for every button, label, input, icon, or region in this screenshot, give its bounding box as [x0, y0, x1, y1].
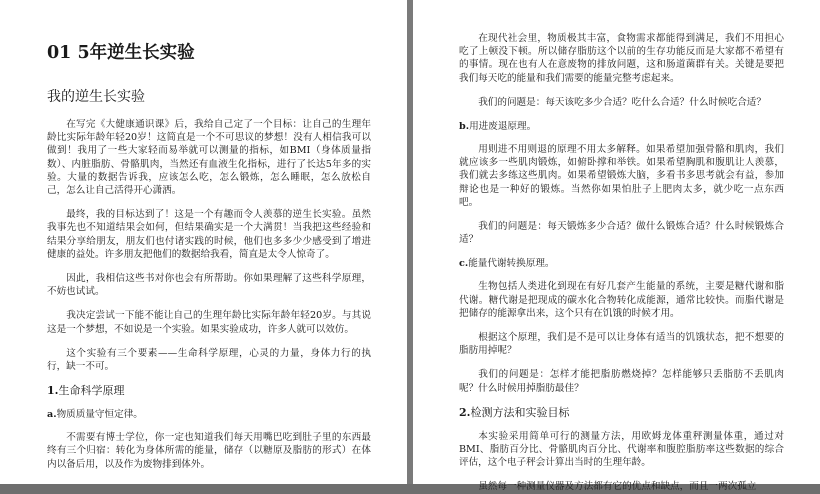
sub-text: 能量代谢转换原理。	[468, 258, 555, 270]
heading-life-science	[47, 384, 371, 398]
section-title: 我的逆生长实验	[47, 89, 145, 105]
heading-number: 2.	[459, 405, 471, 419]
left-page	[0, 0, 407, 484]
paragraph: 因此，我相信这些书对你也会有所帮助。你如果理解了这些科学原理，不妨也试试。	[47, 273, 371, 298]
paragraph: 我们的问题是：怎样才能把脂肪燃烧掉？怎样能够只丢脂肪不丢肌肉呢？什么时候用掉脂肪最佳？	[459, 369, 784, 394]
paragraph: 虽然每一种测量仪器及方法都有它的优点和缺点，而且一两次孤立	[478, 481, 757, 493]
chapter-title: 01 5年逆生长实验	[47, 43, 195, 63]
sub-letter: a.	[47, 409, 57, 421]
subheading-b	[459, 120, 784, 133]
paragraph: 本实验采用简单可行的测量方法，用欧姆龙体重秤测量体重，通过对BMI、脂肪百分比、骨骼肌肉百分比、代谢率和腹腔脂肪率这些数据的综合评估，这个电子秤会计算出当时的生理年龄。	[459, 430, 784, 469]
heading-number: 1.	[47, 384, 59, 398]
subheading-a	[47, 408, 371, 421]
paragraph: 用则进不用则退的原理不用太多解释。如果希望加强骨骼和肌肉，我们就应该多一些肌肉锻炼，如俯卧撑和举铁。如果希望胸肌和腹肌让人羡慕，我们就去多练这些肌肉。如果希望锻炼大脑，多看书多思考就会有益，参加辩论也是一种好的锻炼。当然你如果怕肚子上肥肉太多，就少吃一点东西吧。	[459, 144, 784, 208]
subheading-c	[459, 257, 784, 270]
paragraph: 根据这个原理，我们是不是可以让身体有适当的饥饿状态，把不想要的脂肪用掉呢？	[459, 332, 784, 357]
sub-letter: b.	[459, 121, 470, 133]
heading-text: 生命科学原理	[58, 384, 125, 398]
paragraph: 这个实验有三个要素——生命科学原理，心灵的力量，身体力行的执行，缺一不可。	[47, 347, 371, 373]
paragraph: 在现代社会里，物质极其丰富，食物需求都能得到满足，我们不用担心吃了上顿没下顿。所以储存脂肪这个以前的生存功能反而是大家都不希望有的事情。现在也有人在意废物的排放问题，这和肠道菌群有关。关键是要把我们每天吃的能量和我们需要的能量完整考虑起来。	[459, 33, 784, 84]
right-page	[413, 0, 820, 493]
paragraph: 不需要有博士学位，你一定也知道我们每天用嘴巴吃到肚子里的东西最终有三个归宿：转化为身体所需的能量，储存（以糖原及脂肪的形式）在体内以备后用，以及作为废物排到体外。	[47, 432, 371, 470]
paragraph: 我决定尝试一下能不能让自己的生理年龄比实际年龄年轻20岁。与其说这是一个梦想，不如说是一个实验。如果实验成功，许多人就可以效仿。	[47, 310, 371, 335]
sub-text: 用进废退原理。	[469, 121, 537, 133]
sub-letter: c.	[459, 258, 469, 270]
heading-detection-methods	[459, 406, 784, 420]
sub-text: 物质质量守恒定律。	[56, 409, 143, 421]
heading-text: 检测方法和实验目标	[470, 405, 570, 419]
paragraph: 我们的问题是：每天锻炼多少合适？做什么锻炼合适？什么时候锻炼合适？	[459, 221, 784, 246]
paragraph: 我们的问题是：每天该吃多少合适？吃什么合适？什么时候吃合适？	[478, 96, 766, 108]
paragraph: 生物包括人类进化到现在有好几套产生能量的系统，主要是糖代谢和脂代谢。糖代谢是把现成的碳水化合物转化成能源，通常比较快。而脂代谢是把储存的能源拿出来，这个只有在饥饿的时候才用。	[459, 281, 784, 319]
paragraph: 在写完《大健康通识课》后，我给自己定了一个目标：让自己的生理年龄比实际年龄年轻20岁！这简直是一个不可思议的梦想！没有人相信我可以做到！我用了一些大家轻而易举就可以测量的指标，如BMI（身体质量指数）、内脏脂肪、骨骼肌肉，当然还有血液生化指标，进行了长达5年多的实验。大量的数据告诉我，应该怎么吃，怎么锻炼，怎么睡眠，怎么放松自己，怎么让自己活得开心潇洒。	[47, 119, 371, 197]
paragraph: 最终，我的目标达到了！这是一个有趣而令人羡慕的逆生长实验。虽然我事先也不知道结果会如何，但结果确实是一个大满贯！当我把这些经验和结果分享给朋友，朋友们也付诸实践的时候，他们也多多少少感受到了增进健康的益处。许多朋友把他们的数据给我看，简直是太令人惊奇了。	[47, 209, 371, 260]
